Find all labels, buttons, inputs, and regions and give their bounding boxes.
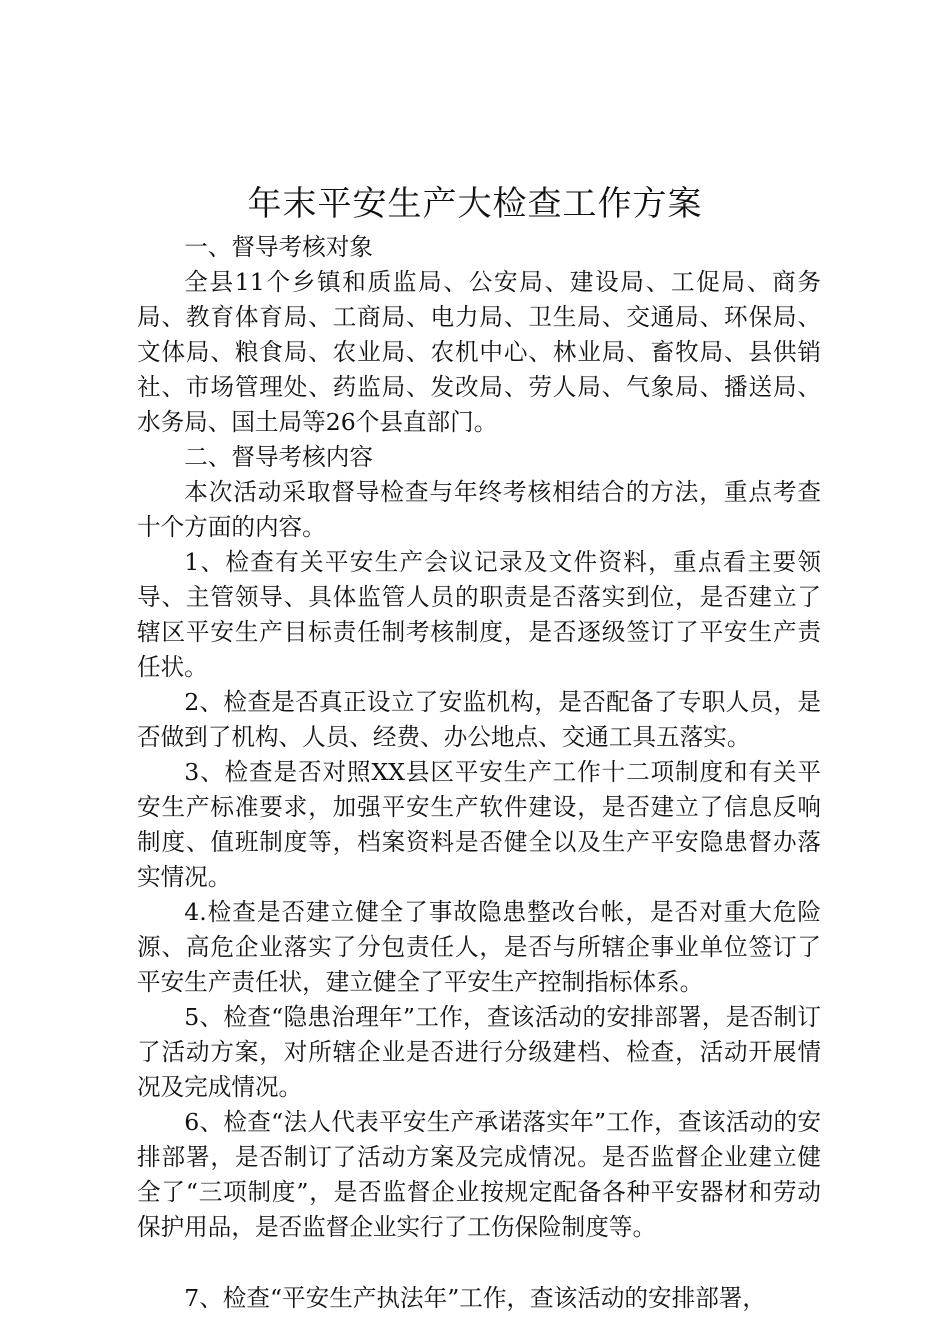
paragraph-item-3: 3、检查是否对照XX县区平安生产工作十二项制度和有关平安生产标准要求，加强平安生产软件建设，是否建立了信息反响制度、值班制度等，档案资料是否健全以及生产平安隐患督办落实情况。 xyxy=(137,758,821,891)
document-body xyxy=(137,230,821,1316)
paragraph-item-6: 6、检查“法人代表平安生产承诺落实年”工作，查该活动的安排部署，是否制订了活动方案及完成情况。是否监督企业建立健全了“三项制度”，是否监督企业按规定配备各种平安器材和劳动保护用品，是否监督企业实行了工伤保险制度等。 xyxy=(137,1108,821,1241)
paragraph-item-1: 1、检查有关平安生产会议记录及文件资料，重点看主要领导、主管领导、具体监管人员的职责是否落实到位，是否建立了辖区平安生产目标责任制考核制度，是否逐级签订了平安生产责任状。 xyxy=(137,548,821,681)
paragraph-spacer xyxy=(137,1245,821,1281)
paragraph-item-5: 5、检查“隐患治理年”工作，查该活动的安排部署，是否制订了活动方案，对所辖企业是否进行分级建档、检查，活动开展情况及完成情况。 xyxy=(137,1003,821,1101)
paragraph-item-2: 2、检查是否真正设立了安监机构，是否配备了专职人员，是否做到了机构、人员、经费、办公地点、交通工具五落实。 xyxy=(137,688,821,751)
paragraph-intro: 本次活动采取督导检查与年终考核相结合的方法，重点考查十个方面的内容。 xyxy=(137,478,821,541)
paragraph-item-7: 7、检查“平安生产执法年”工作，查该活动的安排部署， xyxy=(184,1284,766,1312)
section-heading-targets: 一、督导考核对象 xyxy=(184,233,373,261)
paragraph-target-list: 全县11个乡镇和质监局、公安局、建设局、工促局、商务局、教育体育局、工商局、电力局、卫生局、交通局、环保局、文体局、粮食局、农业局、农机中心、林业局、畜牧局、县供销社、市场管理处、药监局、发改局、劳人局、气象局、播送局、水务局、国土局等26个县直部门。 xyxy=(137,268,821,436)
paragraph-item-4: 4.检查是否建立健全了事故隐患整改台帐，是否对重大危险源、高危企业落实了分包责任人，是否与所辖企事业单位签订了平安生产责任状，建立健全了平安生产控制指标体系。 xyxy=(137,898,821,996)
document-title: 年末平安生产大检查工作方案 xyxy=(247,184,703,224)
section-heading-content: 二、督导考核内容 xyxy=(184,443,373,471)
